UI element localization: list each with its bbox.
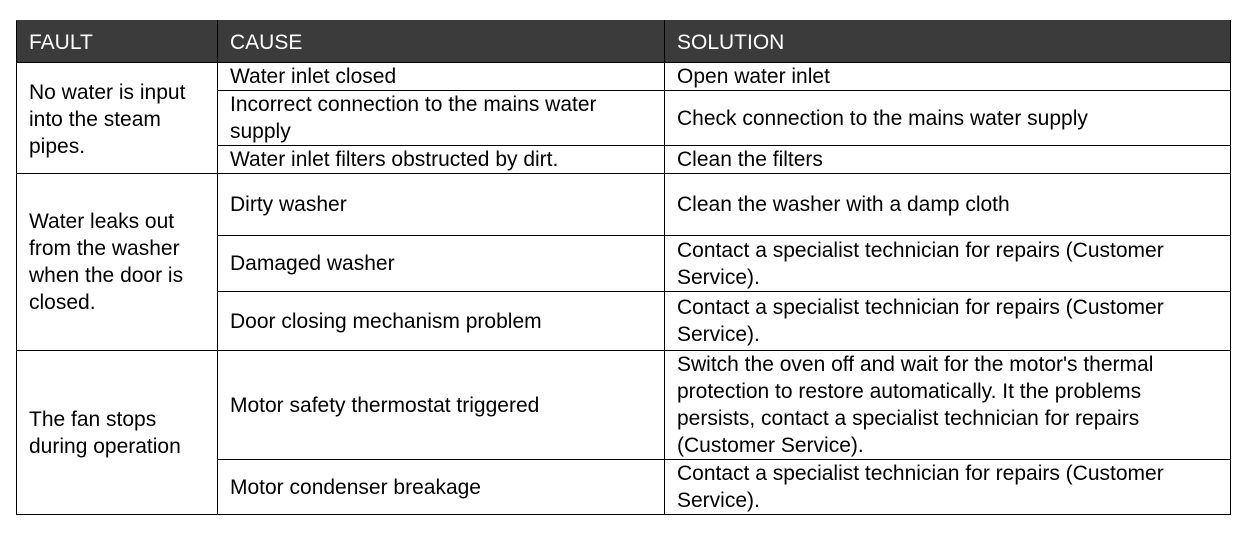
header-row	[17, 21, 1231, 63]
solution-cell: Open water inlet	[665, 63, 1231, 91]
table-row	[17, 351, 1231, 460]
solution-cell: Contact a specialist technician for repairs (Customer Service).	[665, 460, 1231, 515]
solution-column-header: SOLUTION	[665, 21, 1231, 63]
table-header	[17, 21, 1231, 63]
solution-cell: Switch the oven off and wait for the motor's thermal protection to restore automatically. It the problems persists, contact a specialist technician for repairs (Customer Service).	[665, 351, 1231, 460]
troubleshooting-table	[16, 20, 1231, 515]
cause-column-header: CAUSE	[218, 21, 665, 63]
cause-cell: Door closing mechanism problem	[218, 292, 665, 351]
fault-cell: The fan stops during operation	[17, 351, 218, 515]
solution-cell: Contact a specialist technician for repairs (Customer Service).	[665, 236, 1231, 292]
cause-cell: Dirty washer	[218, 174, 665, 236]
cause-cell: Damaged washer	[218, 236, 665, 292]
fault-cell: Water leaks out from the washer when the door is closed.	[17, 174, 218, 351]
table-body	[17, 63, 1231, 515]
solution-cell: Check connection to the mains water supply	[665, 91, 1231, 146]
solution-cell: Contact a specialist technician for repairs (Customer Service).	[665, 292, 1231, 351]
table-row	[17, 63, 1231, 91]
cause-cell: Water inlet closed	[218, 63, 665, 91]
solution-cell: Clean the washer with a damp cloth	[665, 174, 1231, 236]
fault-cell: No water is input into the steam pipes.	[17, 63, 218, 174]
fault-column-header: FAULT	[17, 21, 218, 63]
cause-cell: Motor condenser breakage	[218, 460, 665, 515]
table-row	[17, 174, 1231, 236]
cause-cell: Water inlet filters obstructed by dirt.	[218, 146, 665, 174]
cause-cell: Motor safety thermostat triggered	[218, 351, 665, 460]
solution-cell: Clean the filters	[665, 146, 1231, 174]
cause-cell: Incorrect connection to the mains water supply	[218, 91, 665, 146]
